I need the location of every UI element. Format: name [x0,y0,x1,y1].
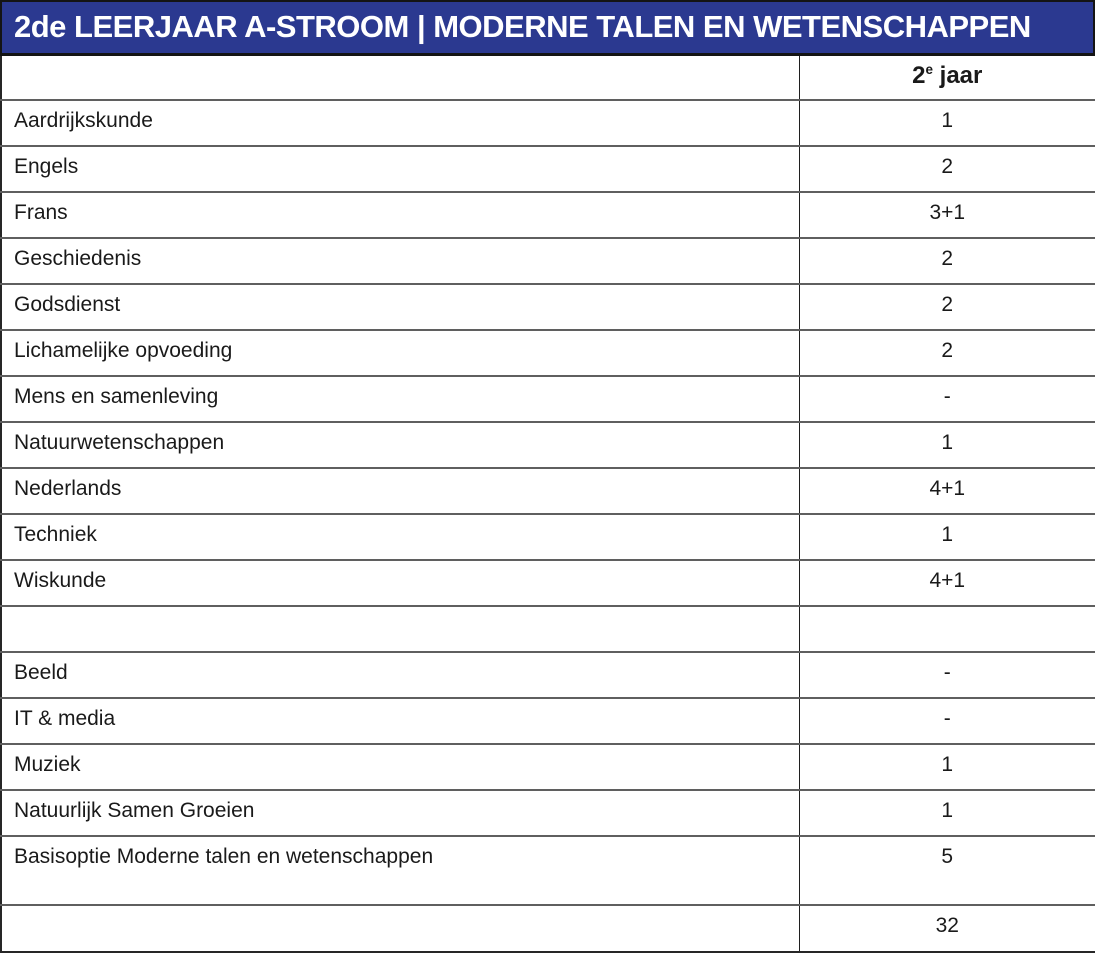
hours-cell [799,606,1095,652]
table-row [1,284,1095,330]
table-row [1,376,1095,422]
subject-cell: Geschiedenis [1,238,799,284]
spacer-row [1,606,1095,652]
total-row [1,905,1095,952]
subject-cell: IT & media [1,698,799,744]
hours-cell: 2 [799,330,1095,376]
hours-cell: 2 [799,146,1095,192]
table-row [1,100,1095,146]
hours-cell: 3+1 [799,192,1095,238]
basisoptie-row [1,836,1095,905]
subject-cell: Techniek [1,514,799,560]
hours-cell: 2 [799,284,1095,330]
subject-cell [1,606,799,652]
hours-cell: 4+1 [799,560,1095,606]
total-hours-cell: 32 [799,905,1095,952]
subject-cell: Wiskunde [1,560,799,606]
hours-cell: 1 [799,514,1095,560]
hours-cell: 1 [799,100,1095,146]
year-label: jaar [932,62,983,89]
table-row [1,192,1095,238]
table-row [1,422,1095,468]
hours-cell: 1 [799,744,1095,790]
table-row [1,744,1095,790]
table-row [1,238,1095,284]
subject-cell [1,905,799,952]
subject-cell: Aardrijkskunde [1,100,799,146]
table-header-row [1,56,1095,100]
table-row [1,514,1095,560]
hours-cell: - [799,698,1095,744]
subject-header-cell [1,56,799,100]
subject-cell: Natuurlijk Samen Groeien [1,790,799,836]
subject-cell: Mens en samenleving [1,376,799,422]
hours-cell: 1 [799,790,1095,836]
year-superscript: e [925,62,933,77]
table-row [1,146,1095,192]
hours-cell: 4+1 [799,468,1095,514]
table-row [1,790,1095,836]
table-row [1,652,1095,698]
year-header-cell [799,56,1095,100]
year-number: 2 [912,62,926,89]
subject-cell: Lichamelijke opvoeding [1,330,799,376]
curriculum-table [0,56,1095,953]
hours-cell: 1 [799,422,1095,468]
subject-cell: Engels [1,146,799,192]
hours-cell: 2 [799,238,1095,284]
subject-cell: Frans [1,192,799,238]
table-row [1,330,1095,376]
subject-cell: Beeld [1,652,799,698]
subject-cell: Natuurwetenschappen [1,422,799,468]
subject-cell: Nederlands [1,468,799,514]
table-row [1,468,1095,514]
subject-cell: Basisoptie Moderne talen en wetenschappen [1,836,799,905]
hours-cell: - [799,652,1095,698]
hours-cell: - [799,376,1095,422]
subject-cell: Godsdienst [1,284,799,330]
subject-cell: Muziek [1,744,799,790]
hours-cell: 5 [799,836,1095,905]
table-row [1,560,1095,606]
table-row [1,698,1095,744]
page-title: 2de LEERJAAR A-STROOM | MODERNE TALEN EN WETENSCHAPPEN [14,8,1031,44]
title-bar [0,0,1095,56]
